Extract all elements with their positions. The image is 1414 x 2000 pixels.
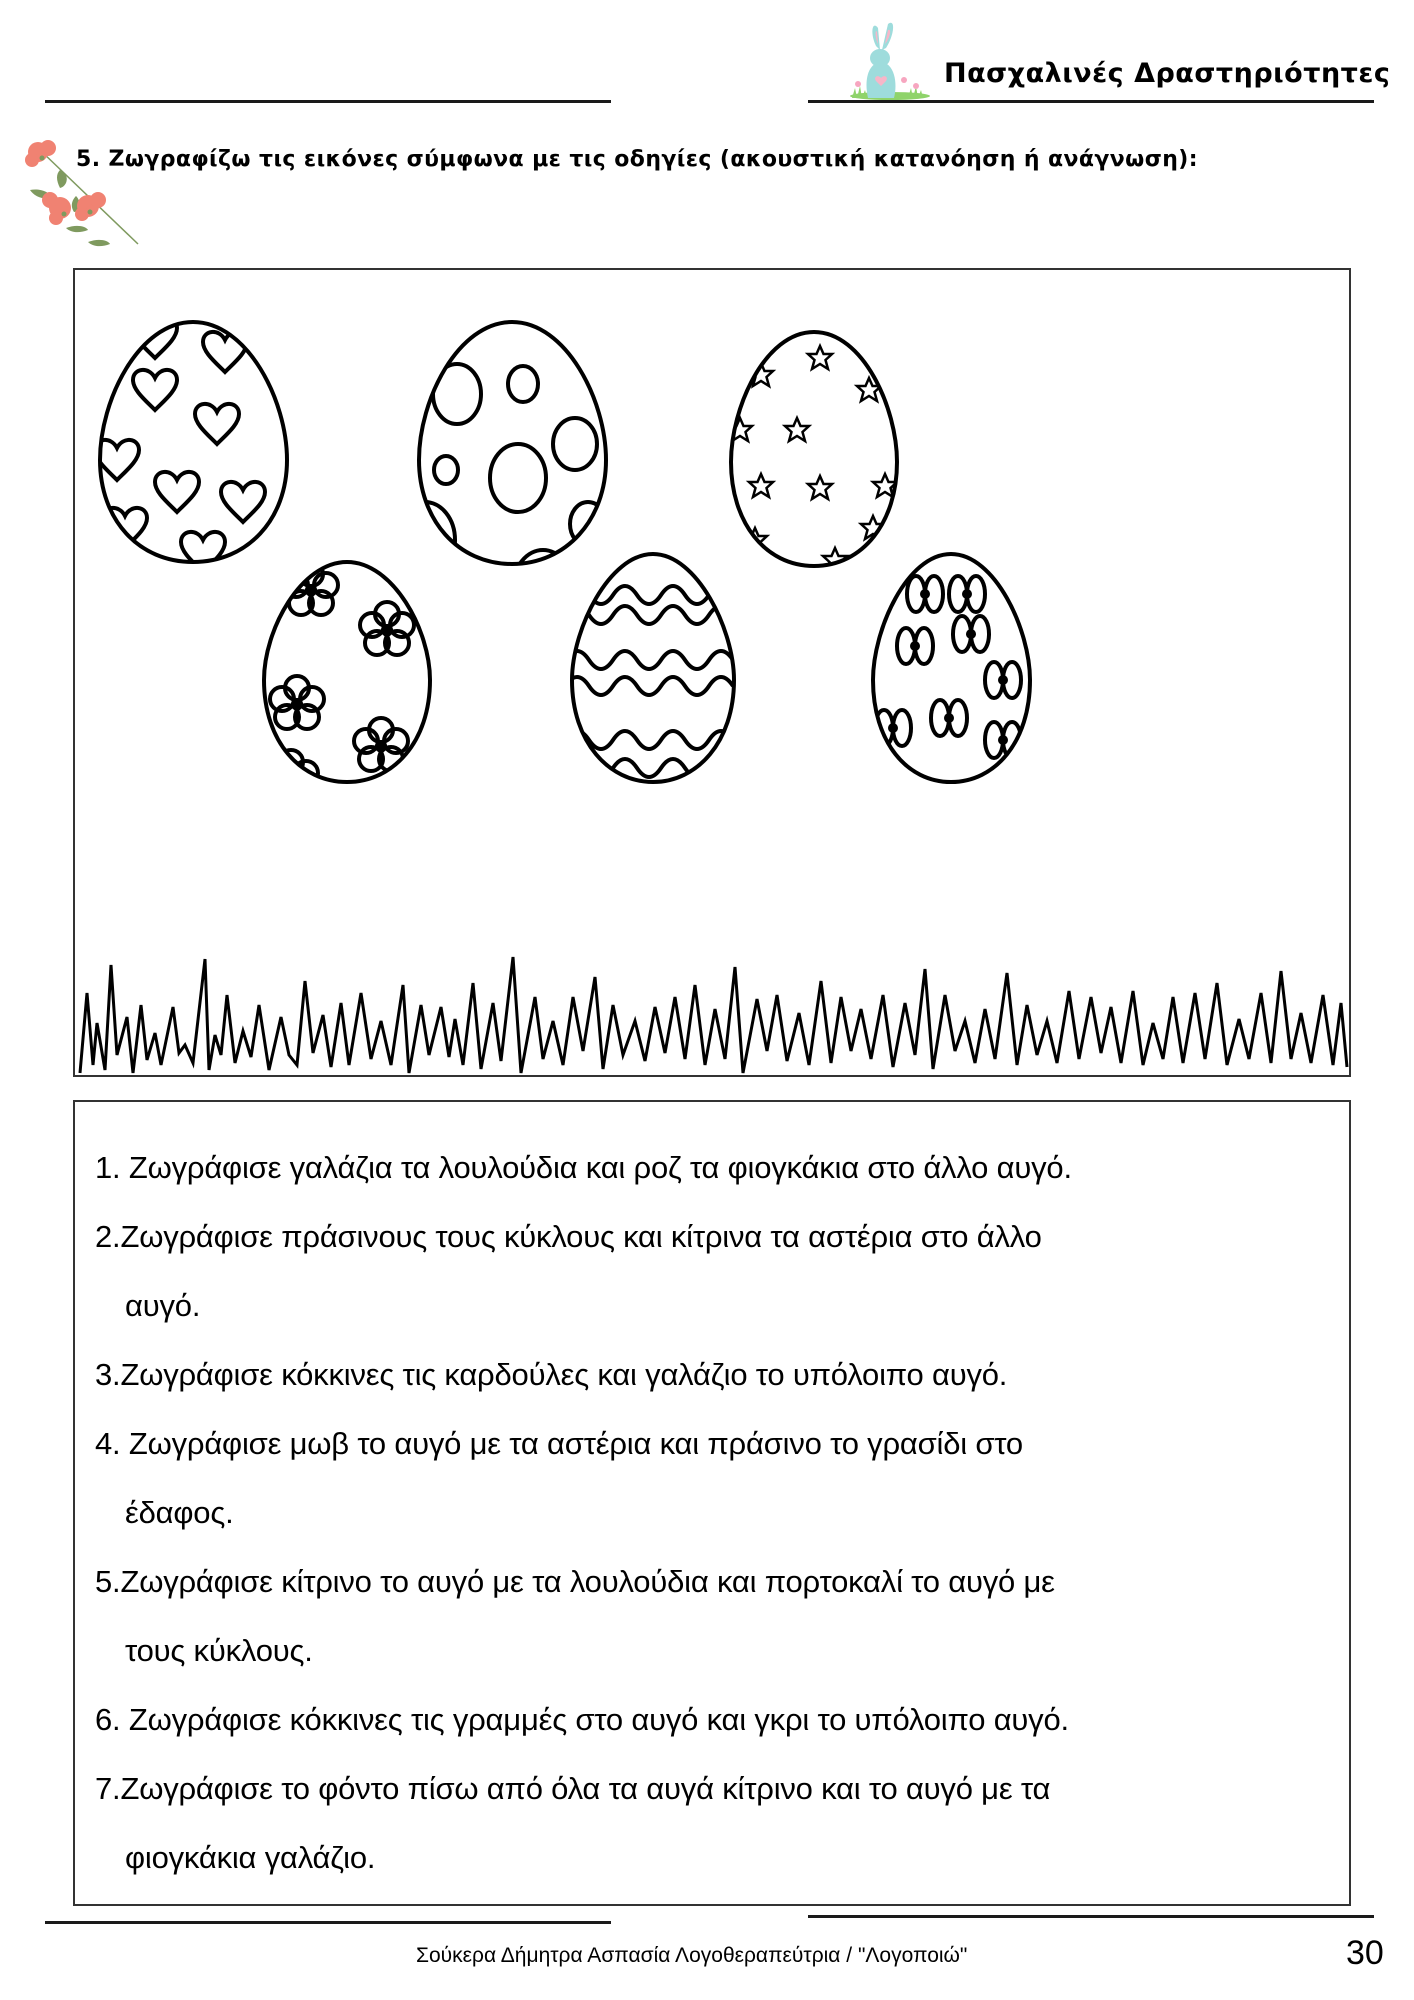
instruction-3: 3.Ζωγράφισε κόκκινες τις καρδούλες και γαλάζιο το υπόλοιπο αυγό. <box>95 1357 1008 1392</box>
footer-rule-left <box>45 1921 611 1924</box>
instruction-5: 5.Ζωγράφισε κίτρινο το αυγό με τα λουλούδια και πορτοκαλί το αυγό με <box>95 1564 1055 1599</box>
instruction-2-cont: αυγό. <box>125 1288 201 1323</box>
header-rule-left <box>45 100 611 103</box>
footer-rule-right <box>808 1915 1374 1918</box>
grass-illustration <box>75 955 1349 1075</box>
instruction-5-cont: τους κύκλους. <box>125 1633 313 1668</box>
egg-circles <box>395 322 606 626</box>
egg-stars <box>63 258 897 571</box>
instruction-4: 4. Ζωγράφισε μωβ το αυγό με τα αστέρια και πράσινο το γρασίδι στο <box>95 1426 1023 1461</box>
instruction-4-cont: έδαφος. <box>125 1495 234 1530</box>
instruction-2: 2.Ζωγράφισε πράσινους τους κύκλους και κίτρινα τα αστέρια στο άλλο <box>95 1219 1042 1254</box>
instruction-6: 6. Ζωγράφισε κόκκινες τις γραμμές στο αυγό και γκρι το υπόλοιπο αυγό. <box>95 1702 1069 1737</box>
instruction-1: 1. Ζωγράφισε γαλάζια τα λουλούδια και ροζ τα φιογκάκια στο άλλο αυγό. <box>95 1150 1072 1185</box>
egg-wavy-lines <box>565 554 734 841</box>
header-title: Πασχαλινές Δραστηριότητες <box>944 58 1391 89</box>
instruction-7: 7.Ζωγράφισε το φόντο πίσω από όλα τα αυγά κίτρινο και το αυγό με τα <box>95 1771 1051 1806</box>
egg-hearts <box>53 262 287 572</box>
bunny-icon <box>842 20 938 102</box>
exercise-title: 5. Ζωγραφίζω τις εικόνες σύμφωνα με τις οδηγίες (ακουστική κατανόηση ή ανάγνωση): <box>76 147 1198 172</box>
instruction-7-cont: φιογκάκια γαλάζιο. <box>125 1840 376 1875</box>
egg-flowers <box>48 242 430 835</box>
footer-credit: Σούκερα Δήμητρα Ασπασία Λογοθεραπεύτρια / "Λογοποιώ" <box>416 1944 968 1967</box>
page-number: 30 <box>1346 1934 1384 1972</box>
